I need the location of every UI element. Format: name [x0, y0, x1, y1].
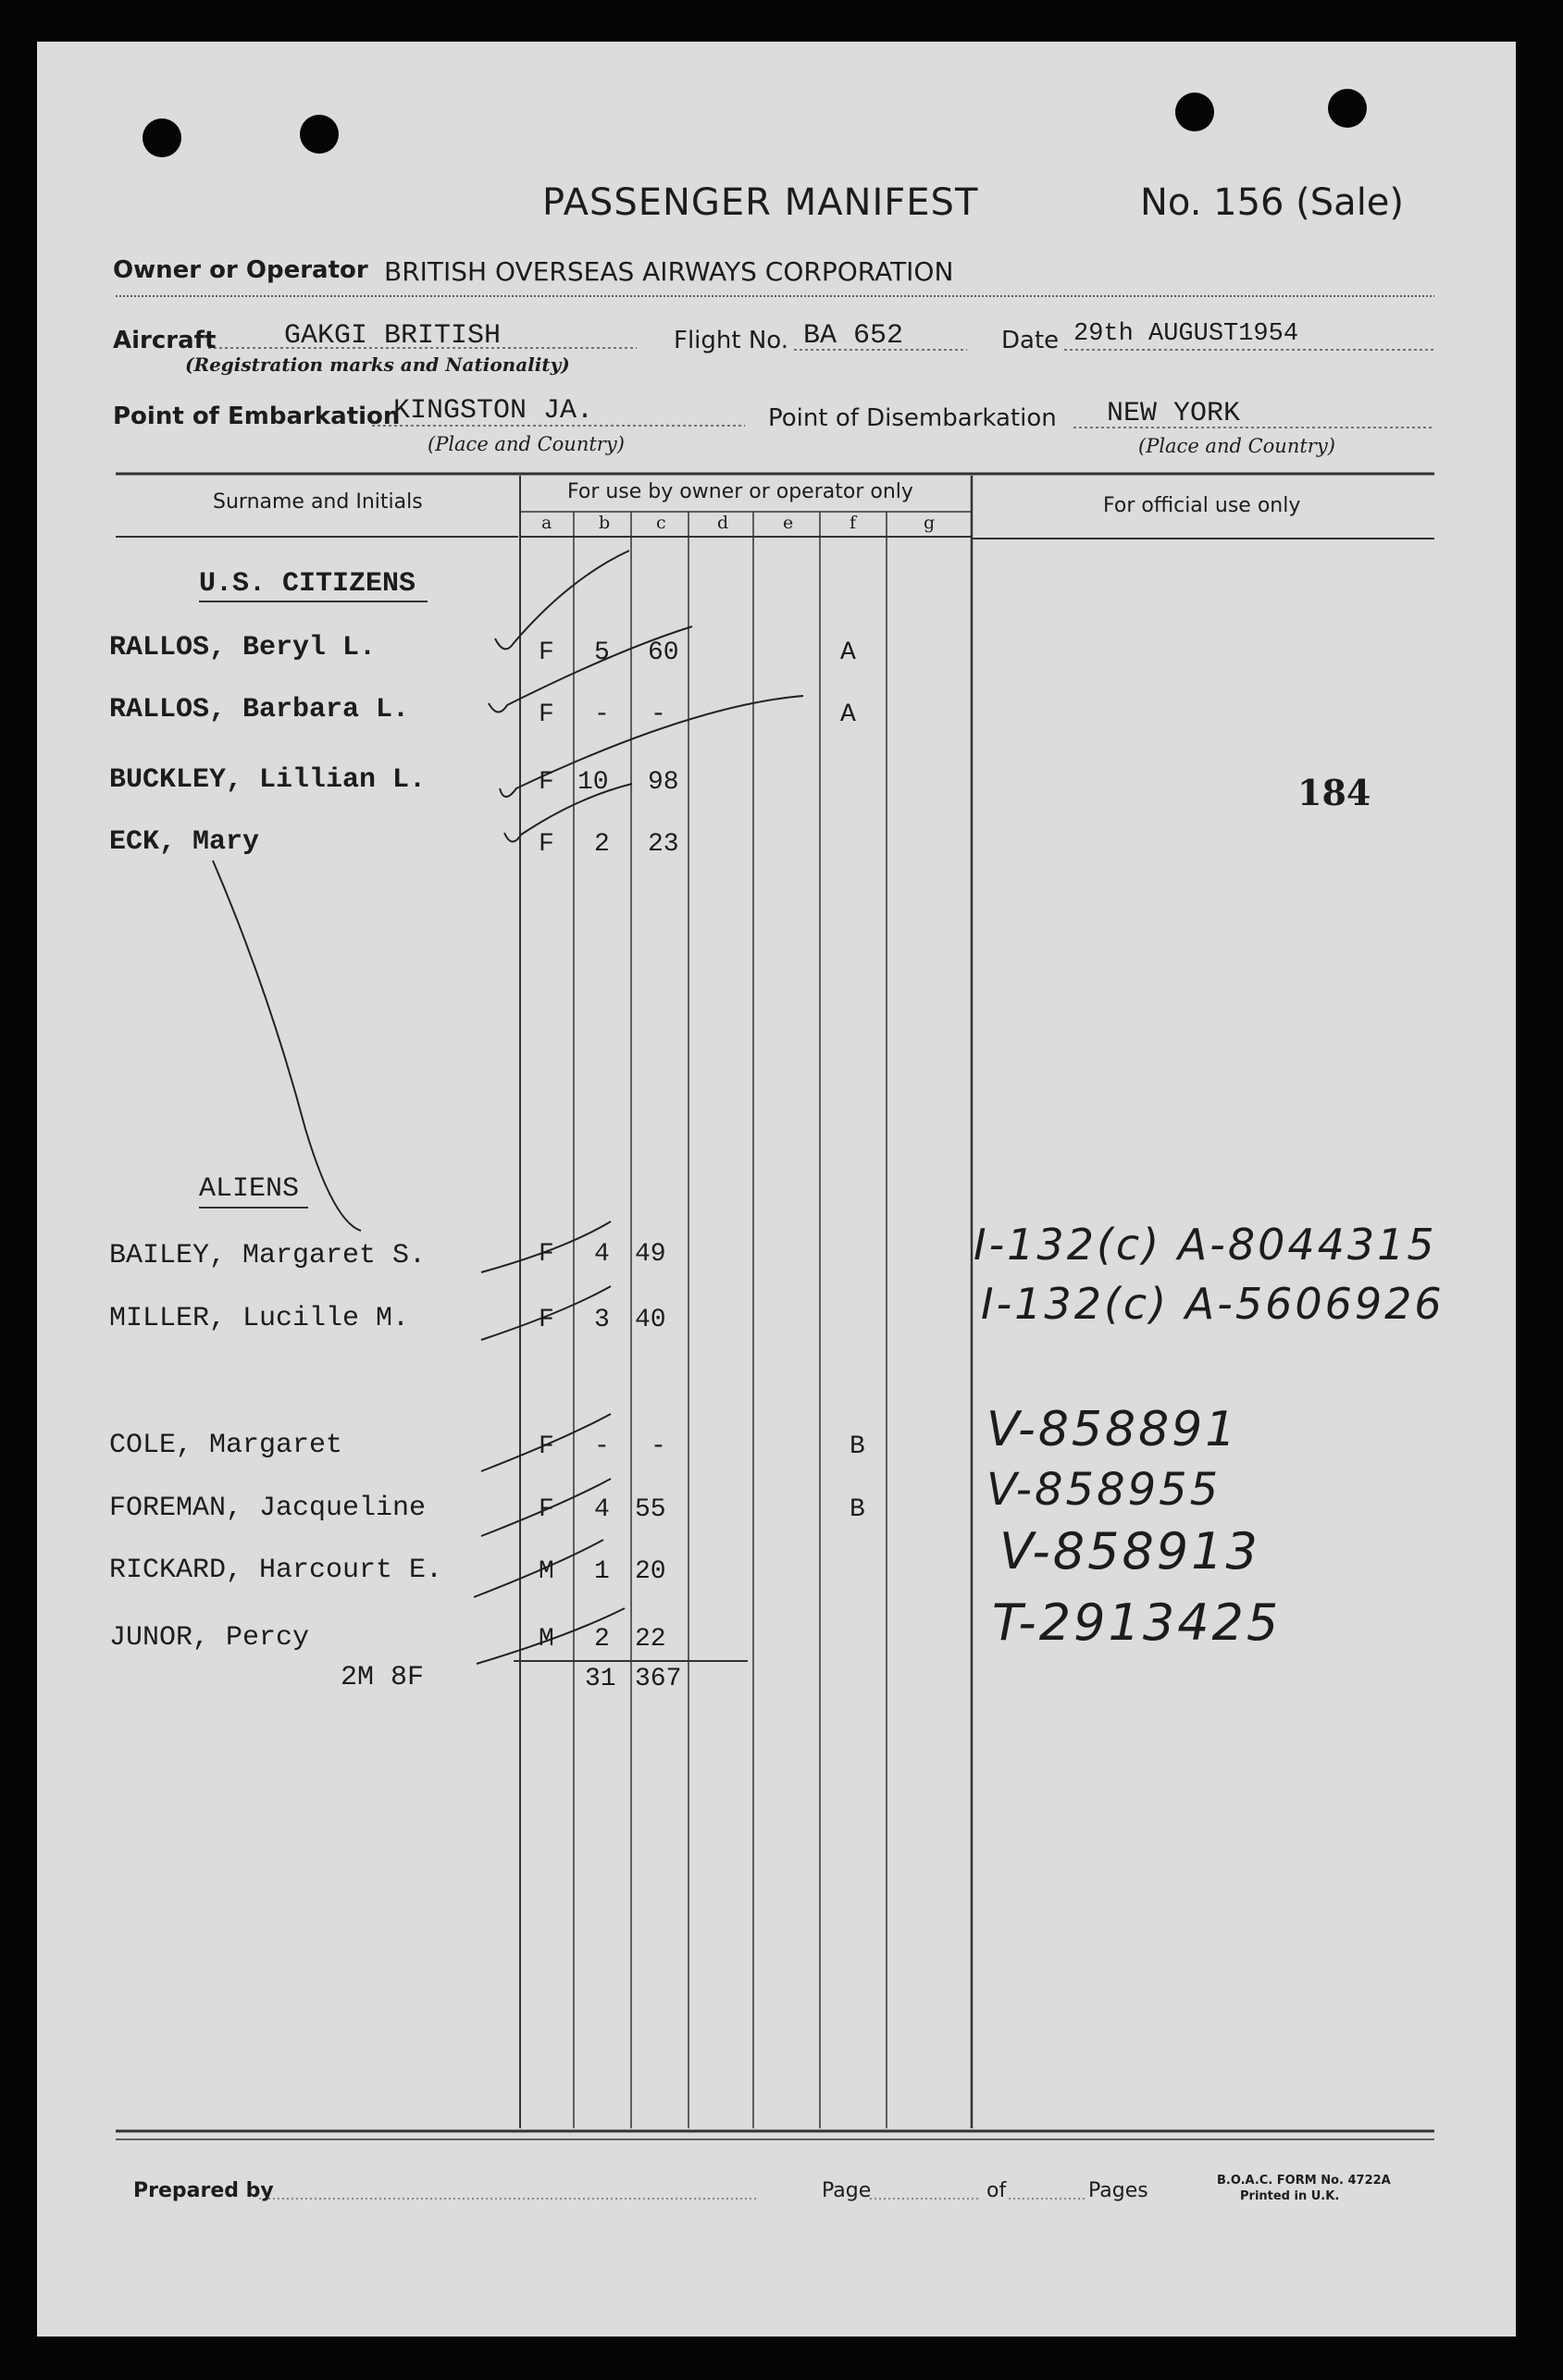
- section-aliens: ALIENS: [199, 1173, 300, 1205]
- cell-c: 55: [635, 1495, 666, 1524]
- cell-f: B: [850, 1495, 865, 1524]
- col-owner-header: For use by owner or operator only: [567, 480, 913, 503]
- total-b: 31: [585, 1665, 616, 1693]
- official-entry: V-858891: [986, 1402, 1239, 1457]
- cell-c: 40: [635, 1306, 666, 1334]
- passenger-name: BUCKLEY, Lillian L.: [109, 764, 427, 796]
- cell-f: B: [850, 1432, 865, 1461]
- embark-note: (Place and Country): [428, 433, 625, 455]
- embark-label: Point of Embarkation: [113, 403, 401, 430]
- embark-value: KINGSTON JA.: [393, 395, 594, 427]
- of-label: of: [986, 2179, 1007, 2202]
- col-name-header: Surname and Initials: [213, 490, 423, 514]
- official-entry: V-858955: [986, 1464, 1222, 1516]
- form-printed: Printed in U.K.: [1240, 2189, 1340, 2203]
- cell-f: A: [840, 700, 856, 729]
- page-label: Page: [822, 2179, 872, 2202]
- subcol-c: c: [656, 513, 666, 533]
- official-entry: V-858913: [999, 1522, 1260, 1580]
- owner-value: BRITISH OVERSEAS AIRWAYS CORPORATION: [384, 256, 954, 287]
- cell-c: 60: [648, 638, 679, 667]
- aircraft-value: GAKGI BRITISH: [284, 320, 502, 352]
- passenger-name: COLE, Margaret: [109, 1430, 343, 1461]
- subcol-f: f: [850, 513, 857, 533]
- cell-b: 2: [594, 830, 610, 859]
- flight-value: BA 652: [803, 320, 904, 352]
- passenger-name: MILLER, Lucille M.: [109, 1303, 410, 1334]
- passenger-name: FOREMAN, Jacqueline: [109, 1493, 427, 1524]
- cell-a: F: [539, 830, 554, 859]
- cell-a: F: [539, 1432, 554, 1461]
- subcol-g: g: [924, 513, 936, 533]
- cell-c: 22: [635, 1625, 666, 1654]
- prepared-by-label: Prepared by: [133, 2179, 274, 2202]
- manifest-number: No. 156 (Sale): [1140, 181, 1405, 224]
- cell-a: F: [539, 638, 554, 667]
- flight-label: Flight No.: [674, 327, 789, 354]
- cell-b: 3: [594, 1306, 610, 1334]
- section-us-citizens: U.S. CITIZENS: [199, 568, 416, 600]
- aircraft-note: (Registration marks and Nationality): [185, 353, 570, 376]
- cell-a: F: [539, 768, 554, 797]
- passenger-name: JUNOR, Percy: [109, 1622, 310, 1654]
- subcol-d: d: [717, 513, 729, 533]
- cell-b: -: [594, 1432, 610, 1461]
- date-value: 29th AUGUST1954: [1073, 320, 1299, 348]
- cell-c: 23: [648, 830, 679, 859]
- cell-a: M: [539, 1557, 554, 1586]
- passenger-name: RALLOS, Beryl L.: [109, 632, 377, 663]
- manifest-title: PASSENGER MANIFEST: [542, 181, 979, 224]
- pages-label: Pages: [1088, 2179, 1148, 2202]
- totals-label: 2M 8F: [341, 1662, 425, 1693]
- cell-c: -: [651, 1432, 666, 1461]
- cell-b: 2: [594, 1625, 610, 1654]
- cell-f: A: [840, 638, 856, 667]
- cell-a: F: [539, 1240, 554, 1269]
- subcol-a: a: [541, 513, 552, 533]
- cell-a: F: [539, 1306, 554, 1334]
- passenger-name: RICKARD, Harcourt E.: [109, 1555, 443, 1586]
- official-entry: I-132(c) A-5606926: [981, 1279, 1445, 1329]
- disembark-label: Point of Disembarkation: [768, 404, 1057, 432]
- total-c: 367: [635, 1665, 682, 1693]
- cell-c: 98: [648, 768, 679, 797]
- subcol-b: b: [599, 513, 611, 533]
- cell-b: 4: [594, 1495, 610, 1524]
- col-official-header: For official use only: [1103, 494, 1301, 517]
- official-entry: I-132(c) A-8044315: [974, 1220, 1437, 1270]
- cell-a: F: [539, 1495, 554, 1524]
- cell-a: F: [539, 700, 554, 729]
- aircraft-label: Aircraft: [113, 327, 217, 354]
- cell-c: -: [651, 700, 666, 729]
- disembark-note: (Place and Country): [1138, 435, 1335, 457]
- cell-a: M: [539, 1625, 554, 1654]
- official-stamp-number: 184: [1297, 772, 1371, 813]
- subcol-e: e: [783, 513, 794, 533]
- date-label: Date: [1001, 327, 1060, 354]
- cell-c: 20: [635, 1557, 666, 1586]
- cell-b: 4: [594, 1240, 610, 1269]
- passenger-name: RALLOS, Barbara L.: [109, 694, 410, 725]
- cell-b: 10: [577, 768, 609, 797]
- passenger-name: ECK, Mary: [109, 826, 260, 858]
- disembark-value: NEW YORK: [1107, 398, 1241, 429]
- official-entry: T-2913425: [992, 1593, 1282, 1652]
- owner-label: Owner or Operator: [113, 256, 368, 284]
- cell-b: 5: [594, 638, 610, 667]
- cell-c: 49: [635, 1240, 666, 1269]
- cell-b: -: [594, 700, 610, 729]
- form-number: B.O.A.C. FORM No. 4722A: [1217, 2174, 1391, 2188]
- passenger-name: BAILEY, Margaret S.: [109, 1240, 427, 1271]
- cell-b: 1: [594, 1557, 610, 1586]
